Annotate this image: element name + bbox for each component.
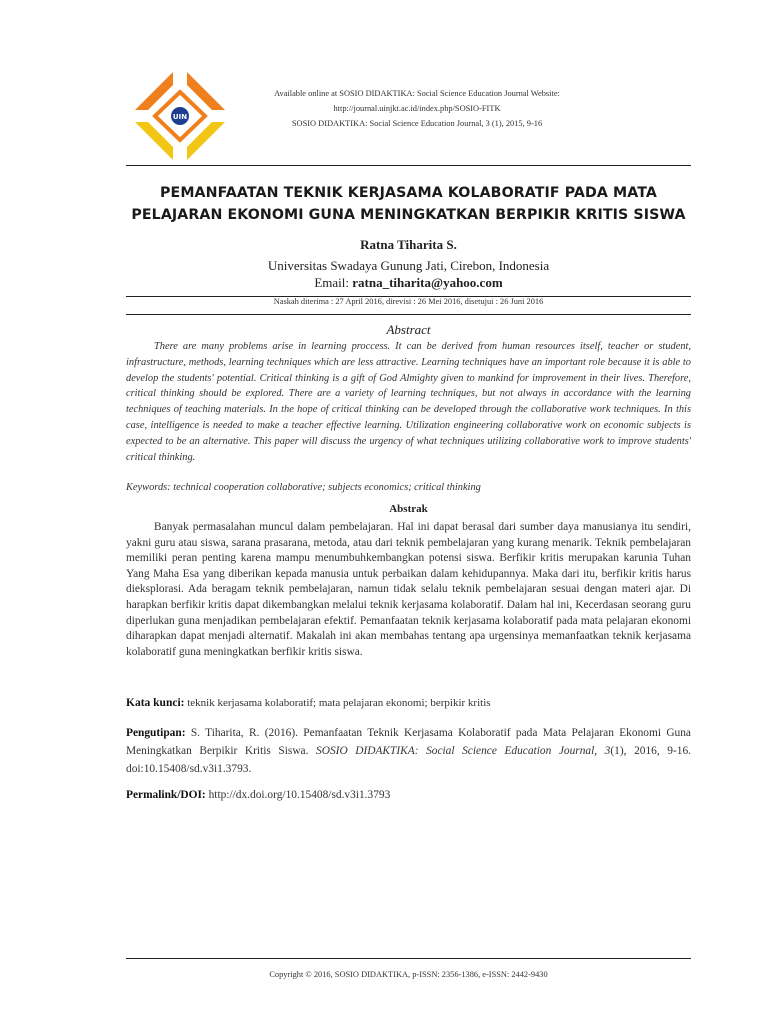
citation-block xyxy=(126,724,691,778)
citation-text: S. Tiharita, R. (2016). Pemanfaatan Teknik Kerjasama Kolaboratif pada Mata Pelajaran Ekonomi Guna Meningkatkan Berpikir Kritis Siswa. xyxy=(126,727,691,757)
email-label: Email: xyxy=(314,275,353,290)
permalink-line xyxy=(126,789,691,801)
author-name: Ratna Tiharita S. xyxy=(360,237,457,252)
abstrak-body: Banyak permasalahan muncul dalam pembelajaran. Hal ini dapat berasal dari sumber daya manusianya itu sendiri, yakni guru atau siswa, sarana prasarana, metoda, atau dari teknik pembelajaran yang kurang menarik. Teknik pembelajaran memiliki peran penting karena mampu menumbuhkembangkan potensi siswa. Berfikir kritis merupakan karunia Tuhan Yang Maha Esa yang diberikan kepada manusia untuk perbaikan dalam kehidupannya. Maka dari itu, berfikir kritis harus dieksplorasi. Ada beragam teknik pembelajaran, namun tidak selalu teknik pembelajaran sesuai dengan materi ajar. Di harapkan berfikir kritis dapat dikembangkan melalui teknik kerjasama kolaboratif. Dalam hal ini, Kecerdasan seorang guru diperlukan guna menjadikan pembelajaran efektif. Pemanfaatan teknik kerjasama kolaboratif pada mata pelajaran ekonomi diharapkan dapat menjadi alternatif. Makalah ini akan membahas tentang apa urgensinya memanfaatkan teknik kerjasama kolaboratif guna meningkatkan berfikir kritis siswa. xyxy=(126,521,691,658)
header-line-1: Available online at SOSIO DIDAKTIKA: Social Science Education Journal Website: xyxy=(274,89,560,98)
copyright-footer: Copyright © 2016, SOSIO DIDAKTIKA, p-ISSN: 2356-1386, e-ISSN: 2442-9430 xyxy=(269,970,548,979)
header-line-2[interactable]: http://journal.uinjkt.ac.id/index.php/SOSIO-FITK xyxy=(333,104,501,113)
permalink-url[interactable]: http://dx.doi.org/10.15408/sd.v3i1.3793 xyxy=(205,789,391,801)
email-address[interactable]: ratna_tiharita@yahoo.com xyxy=(352,275,503,290)
author-email-line xyxy=(126,275,691,291)
citation-label: Pengutipan: xyxy=(126,727,186,739)
submission-dates: Naskah diterima : 27 April 2016, direvisi : 26 Mei 2016, disetujui : 26 Juni 2016 xyxy=(273,297,544,306)
header-line-3: SOSIO DIDAKTIKA: Social Science Education Journal, 3 (1), 2015, 9-16 xyxy=(291,119,543,128)
abstract-heading: Abstract xyxy=(386,322,431,337)
kata-kunci-line xyxy=(126,697,691,709)
footer-divider xyxy=(126,958,691,959)
uin-journal-logo xyxy=(135,72,225,162)
author-affiliation: Universitas Swadaya Gunung Jati, Cirebon, Indonesia xyxy=(267,258,550,273)
citation-journal: SOSIO DIDAKTIKA: Social Science Education Journal, 3 xyxy=(316,745,611,757)
abstract-body: There are many problems arise in learning proccess. It can be derived from human resources itself, teacher or student, infrastructure, methods, learning techniques which are less attractive. Learning techniques have an important role because it is able to develop the students' potential. Critical thinking is a gift of God Almighty given to mankind for improvement in their lives. Therefore, critical thinking should be explored. There are a variety of learning techniques, but not always in accordance with the learning techniques of teaching materials. In the hope of critical thinking can be developed through the collaborative work techniques. In this case, intelligence is needed to make a teacher effective learning. Utilization engineering collaborative work on economic subjects is expected to be an alternative. This paper will discuss the urgency of what techniques utilizing collaborative work to improve students' critical thinking. xyxy=(126,341,691,463)
journal-header-info xyxy=(232,86,602,131)
header-divider xyxy=(126,165,691,166)
kata-kunci-text: teknik kerjasama kolaboratif; mata pelajaran ekonomi; berpikir kritis xyxy=(184,697,491,709)
abstrak-heading: Abstrak xyxy=(389,503,428,515)
dates-divider-bottom xyxy=(126,314,691,315)
abstract-keywords: Keywords: technical cooperation collaborative; subjects economics; critical thinking xyxy=(126,482,481,493)
citation-tail: (1), 2016, 9-16. doi:10.15408/sd.v3i1.3793. xyxy=(126,745,692,775)
kata-kunci-label: Kata kunci: xyxy=(126,697,185,709)
paper-title: PEMANFAATAN TEKNIK KERJASAMA KOLABORATIF PADA MATA PELAJARAN EKONOMI GUNA MENINGKATKAN BERPIKIR KRITIS SISWA xyxy=(131,185,686,223)
logo-text: UIN xyxy=(172,113,188,121)
permalink-label: Permalink/DOI: xyxy=(126,789,206,801)
